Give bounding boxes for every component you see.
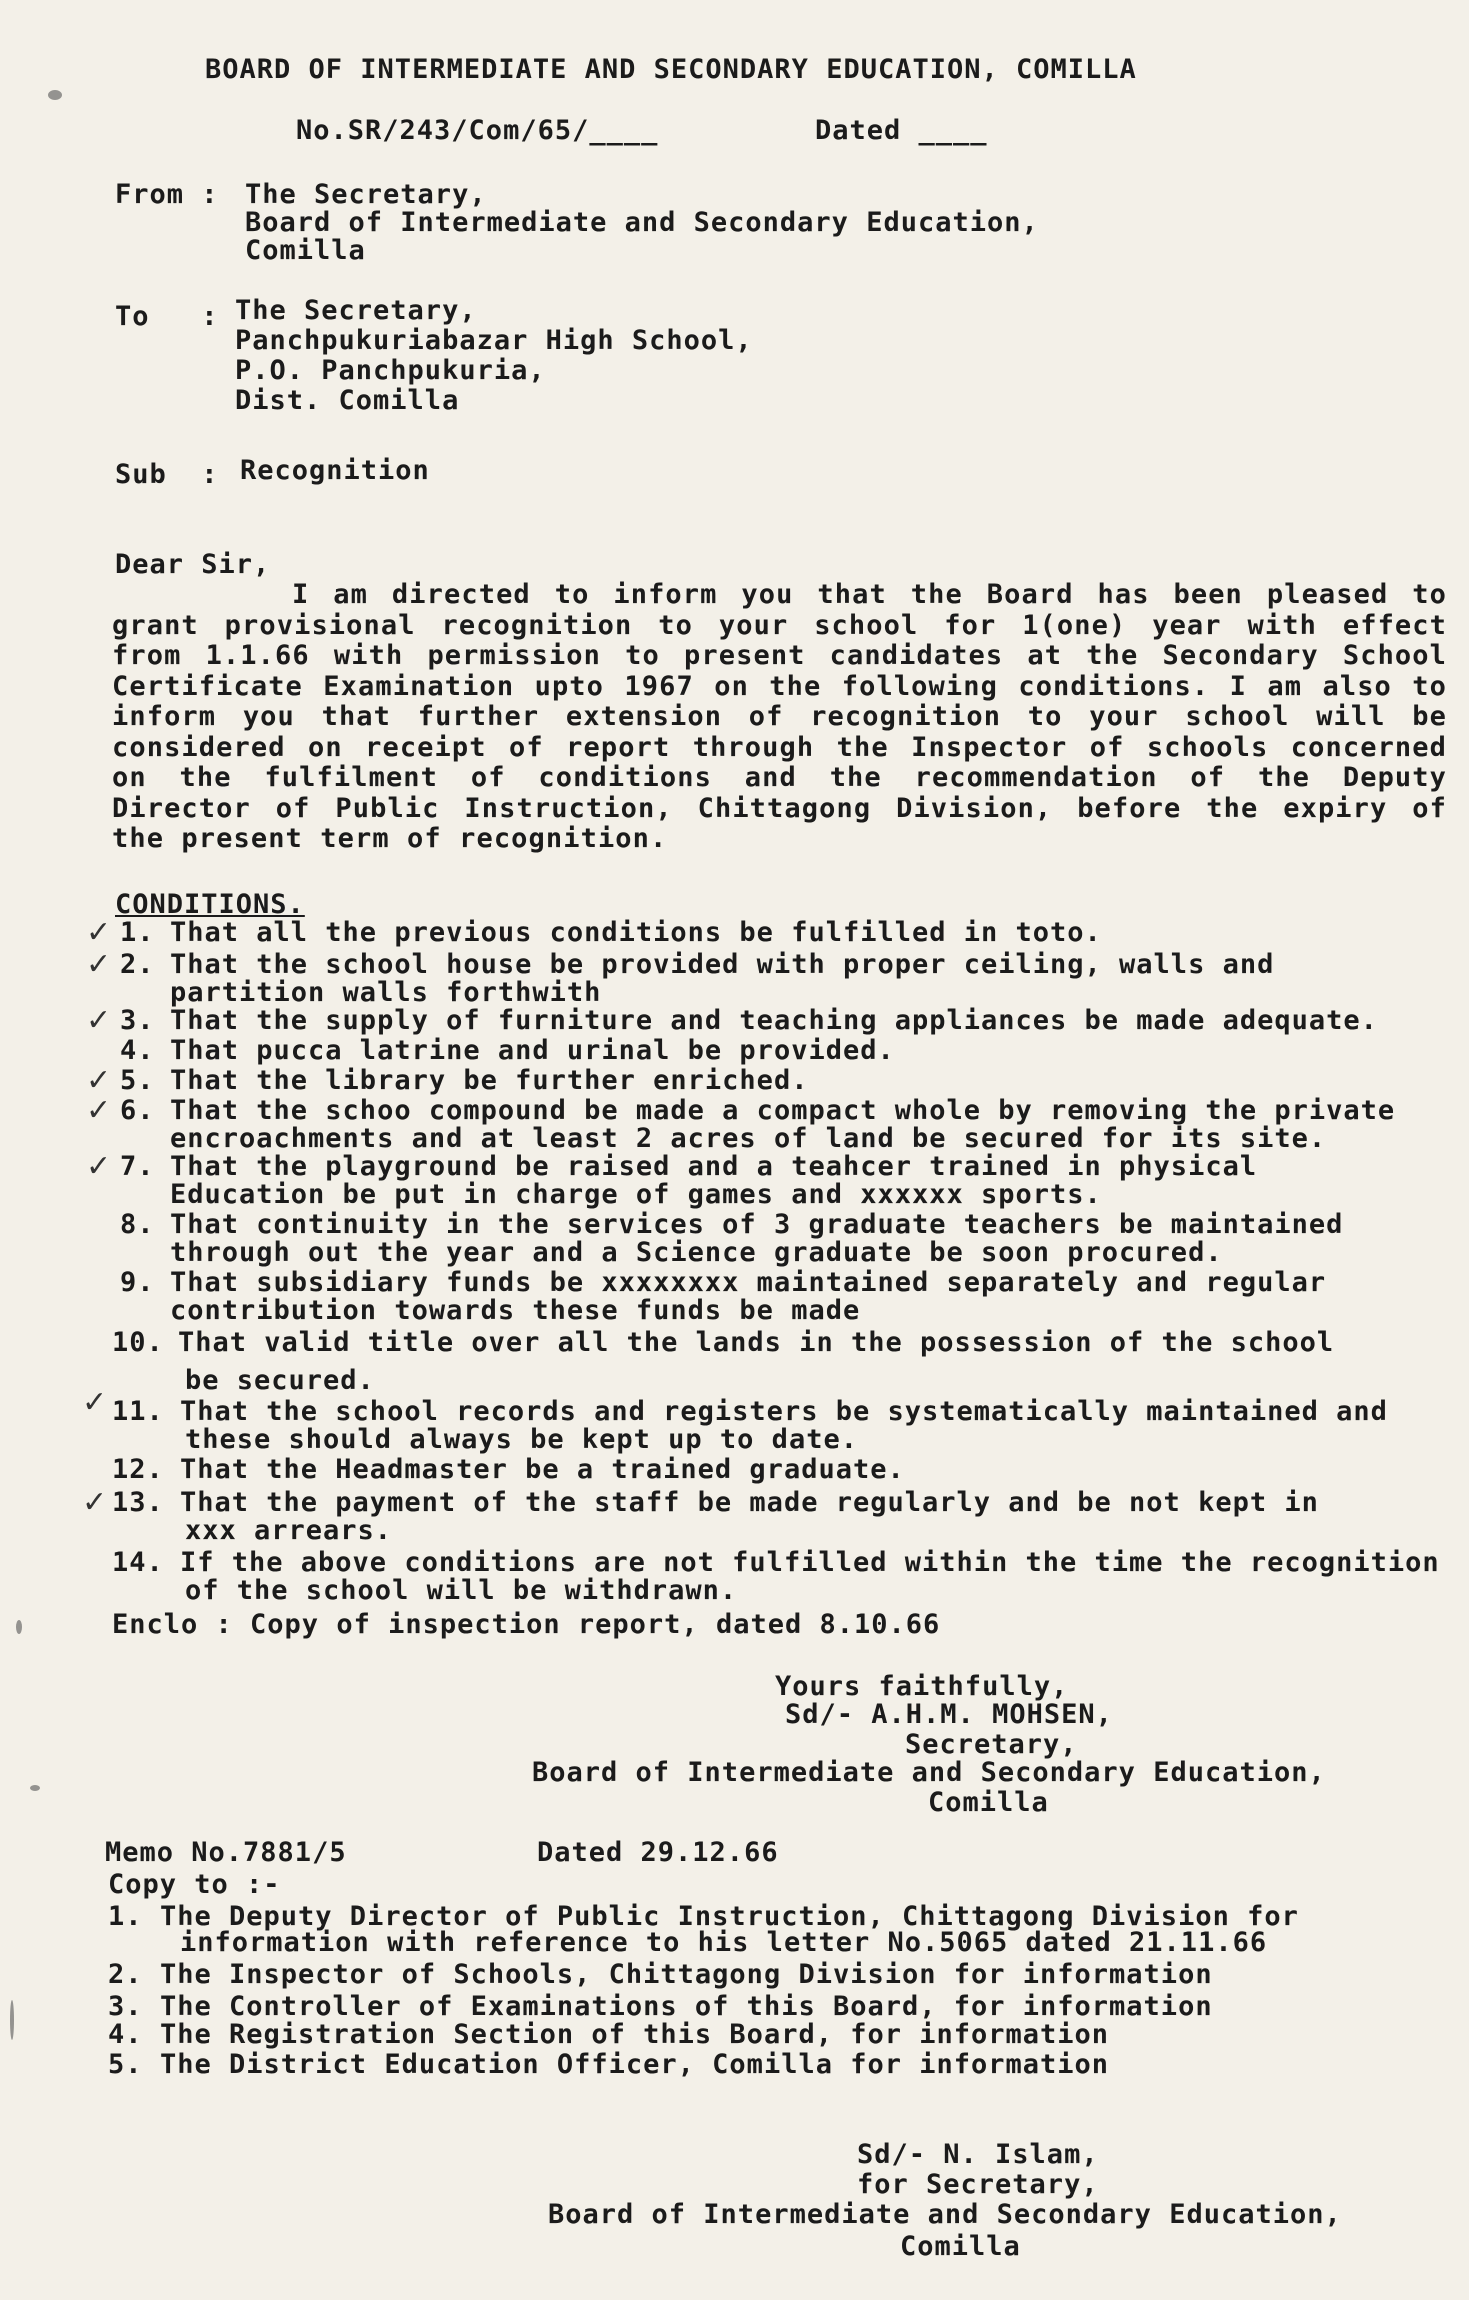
signature-line: Secretary, xyxy=(905,1729,1078,1760)
condition-number: 11. xyxy=(112,1396,164,1427)
checkmark-icon: ✓ xyxy=(82,1485,108,1520)
condition-text: That subsidiary funds be xxxxxxxx maintained separately and regular xyxy=(170,1267,1327,1298)
condition-number: 13. xyxy=(112,1487,164,1518)
copy-item-text: The Registration Section of this Board, for information xyxy=(160,2019,1110,2050)
from-line: Comilla xyxy=(245,235,366,266)
subject-text: Recognition xyxy=(240,455,430,486)
conditions-heading: CONDITIONS. xyxy=(115,889,305,920)
memo-number: Memo No.7881/5 xyxy=(105,1837,347,1868)
condition-number: 3. xyxy=(120,1005,155,1036)
condition-continuation: encroachments and at least 2 acres of land be secured for its site. xyxy=(170,1123,1327,1154)
copy-item-number: 1. xyxy=(108,1901,143,1932)
condition-continuation: of the school will be withdrawn. xyxy=(185,1575,738,1606)
condition-continuation: these should always be kept up to date. xyxy=(185,1424,858,1455)
condition-text: That all the previous conditions be fulfilled in toto. xyxy=(170,917,1102,948)
copy-item-text: The Controller of Examinations of this Board, for information xyxy=(160,1991,1213,2022)
copy-item-text: The Deputy Director of Public Instruction, Chittagong Division for xyxy=(160,1901,1299,1932)
checkmark-icon: ✓ xyxy=(86,915,112,950)
condition-text: That the Headmaster be a trained graduate. xyxy=(180,1454,905,1485)
scan-speck xyxy=(16,1620,22,1634)
signature-name: Sd/- A.H.M. MOHSEN, xyxy=(785,1699,1113,1730)
enclosure: Enclo : Copy of inspection report, dated 8.10.66 xyxy=(112,1609,941,1640)
reference-number: No.SR/243/Com/65/____ xyxy=(296,115,659,146)
signature-line: Board of Intermediate and Secondary Education, xyxy=(548,2199,1342,2230)
checkmark-icon: ✓ xyxy=(86,1149,112,1184)
condition-continuation: partition walls forthwith xyxy=(170,977,602,1008)
copy-item-number: 3. xyxy=(108,1991,143,2022)
condition-number: 9. xyxy=(120,1267,155,1298)
copy-item-continuation: information with reference to his letter No.5065 dated 21.11.66 xyxy=(180,1927,1268,1958)
condition-number: 2. xyxy=(120,949,155,980)
condition-number: 1. xyxy=(120,917,155,948)
condition-continuation: Education be put in charge of games and xxxxxx sports. xyxy=(170,1179,1102,1210)
condition-text: That the library be further enriched. xyxy=(170,1065,809,1096)
condition-number: 10. xyxy=(112,1327,164,1358)
to-line: P.O. Panchpukuria, xyxy=(235,355,546,386)
condition-continuation: xxx arrears. xyxy=(185,1515,393,1546)
checkmark-icon: ✓ xyxy=(86,1093,112,1128)
scan-speck xyxy=(30,1785,40,1791)
checkmark-icon: ✓ xyxy=(86,1063,112,1098)
condition-number: 14. xyxy=(112,1547,164,1578)
condition-number: 7. xyxy=(120,1151,155,1182)
scan-speck xyxy=(48,90,62,100)
from-line: The Secretary, xyxy=(245,179,487,210)
copy-item-number: 5. xyxy=(108,2049,143,2080)
condition-text: That the school records and registers be systematically maintained and xyxy=(180,1396,1388,1427)
to-line: The Secretary, xyxy=(235,295,477,326)
letter-body: I am directed to inform you that the Board has been pleased to grant provisional recognition to your school for 1(one) year with effect from 1.1.66 with permission to present candidates at the Secondary School Certificate Examination upto 1967 on the following conditions. I am also to inform you that further extension of recognition to your school will be considered on receipt of report through the Inspector of schools concerned on the fulfilment of conditions and the recommendation of the Deputy Director of Public Instruction, Chittagong Division, before the expiry of the present term of recognition. xyxy=(112,579,1447,854)
condition-text: That the supply of furniture and teaching appliances be made adequate. xyxy=(170,1005,1378,1036)
condition-continuation: through out the year and a Science graduate be soon procured. xyxy=(170,1237,1223,1268)
signature-line: Comilla xyxy=(900,2231,1021,2262)
copy-item-number: 2. xyxy=(108,1959,143,1990)
from-label: From : xyxy=(115,179,219,210)
scan-speck xyxy=(10,2000,14,2040)
condition-number: 4. xyxy=(120,1035,155,1066)
condition-number: 5. xyxy=(120,1065,155,1096)
memo-dated: Dated 29.12.66 xyxy=(537,1837,779,1868)
condition-text: That the playground be raised and a teahcer trained in physical xyxy=(170,1151,1258,1182)
board-heading: BOARD OF INTERMEDIATE AND SECONDARY EDUCATION, COMILLA xyxy=(205,54,1137,85)
to-label: To : xyxy=(115,301,219,332)
condition-text: That continuity in the services of 3 graduate teachers be maintained xyxy=(170,1209,1344,1240)
signature-name: Sd/- N. Islam, xyxy=(857,2139,1099,2170)
checkmark-icon: ✓ xyxy=(82,1385,108,1420)
condition-text: That pucca latrine and urinal be provided. xyxy=(170,1035,895,1066)
condition-text: That valid title over all the lands in the possession of the school xyxy=(178,1327,1335,1358)
checkmark-icon: ✓ xyxy=(86,1003,112,1038)
condition-number: 8. xyxy=(120,1209,155,1240)
signature-line: for Secretary, xyxy=(857,2169,1099,2200)
salutation: Dear Sir, xyxy=(115,549,271,580)
condition-text: If the above conditions are not fulfilled within the time the recognition xyxy=(180,1547,1440,1578)
to-line: Panchpukuriabazar High School, xyxy=(235,325,753,356)
from-line: Board of Intermediate and Secondary Education, xyxy=(245,207,1039,238)
subject-label: Sub : xyxy=(115,459,219,490)
condition-text: That the schoo compound be made a compact whole by removing the private xyxy=(170,1095,1396,1126)
condition-continuation: be secured. xyxy=(185,1365,375,1396)
signature-line: Comilla xyxy=(928,1787,1049,1818)
to-line: Dist. Comilla xyxy=(235,385,460,416)
signature-line: Yours faithfully, xyxy=(775,1671,1069,1702)
copy-item-text: The District Education Officer, Comilla for information xyxy=(160,2049,1110,2080)
dated-field: Dated ____ xyxy=(815,115,988,146)
copy-item-text: The Inspector of Schools, Chittagong Division for information xyxy=(160,1959,1213,1990)
copy-item-number: 4. xyxy=(108,2019,143,2050)
signature-line: Board of Intermediate and Secondary Education, xyxy=(532,1757,1326,1788)
condition-text: That the school house be provided with proper ceiling, walls and xyxy=(170,949,1275,980)
checkmark-icon: ✓ xyxy=(86,947,112,982)
condition-number: 6. xyxy=(120,1095,155,1126)
condition-number: 12. xyxy=(112,1454,164,1485)
condition-text: That the payment of the staff be made regularly and be not kept in xyxy=(180,1487,1319,1518)
condition-continuation: contribution towards these funds be made xyxy=(170,1295,861,1326)
copy-to-heading: Copy to :- xyxy=(108,1869,281,1900)
